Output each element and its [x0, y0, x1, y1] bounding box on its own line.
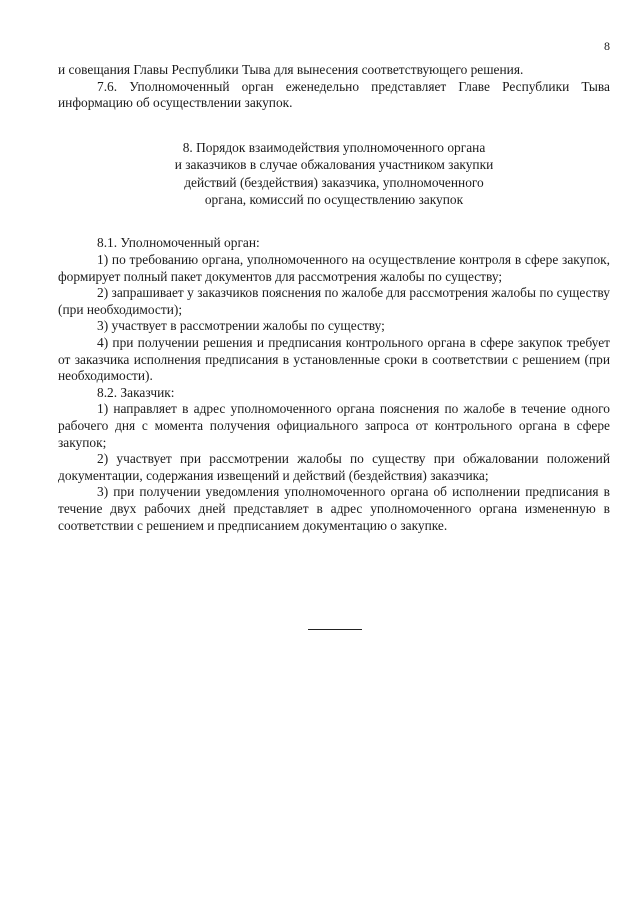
end-of-document-rule	[308, 629, 362, 630]
heading-line: и заказчиков в случае обжалования участником закупки	[174, 157, 494, 173]
clause-8-1-title: 8.1. Уполномоченный орган:	[97, 235, 260, 251]
clause-8-1-item-3: 3) участвует в рассмотрении жалобы по существу;	[97, 318, 385, 334]
clause-8-2-title: 8.2. Заказчик:	[97, 384, 175, 400]
section-8-heading	[58, 139, 610, 209]
heading-line: 8. Порядок взаимодействия уполномоченного органа	[182, 139, 486, 155]
clause-8-1-item-2: 2) запрашивает у заказчиков пояснения по жалобе для рассмотрения жалобы по существу (при необходимости);	[58, 285, 610, 317]
clause-8-2-item-2: 2) участвует при рассмотрении жалобы по существу при обжаловании положений документации, содержания извещений и действий (бездействия) заказчика;	[58, 451, 610, 483]
heading-line: органа, комиссий по осуществлению закупок	[204, 192, 464, 207]
paragraph-7-6: 7.6. Уполномоченный орган еженедельно представляет Главе Республики Тыва информацию об осуществлении закупок.	[58, 78, 610, 111]
document-body	[58, 62, 610, 534]
clause-8-1-item-1: 1) по требованию органа, уполномоченного на осуществление контроля в сфере закупок, формирует полный пакет документов для рассмотрения жалобы по существу;	[58, 252, 610, 284]
heading-line: действий (бездействия) заказчика, уполномоченного	[184, 174, 484, 190]
clause-8-2-item-1: 1) направляет в адрес уполномоченного органа пояснения по жалобе в течение одного рабочего дня с момента получения официального запроса от контрольного органа в сфере закупок;	[58, 401, 610, 450]
page-number: 8	[604, 39, 610, 53]
clause-8-2-item-3: 3) при получении уведомления уполномоченного органа об исполнении предписания в течение двух рабочих дней представляет в адрес уполномоченного органа измененную в соответствии с решением и предписанием документацию о закупке.	[58, 484, 610, 533]
continuation-paragraph: и совещания Главы Республики Тыва для вынесения соответствующего решения.	[58, 62, 524, 77]
clause-8-1-item-4: 4) при получении решения и предписания контрольного органа в сфере закупок требует от заказчика исполнения предписания в установленные сроки в соответствии с решением (при необходимости).	[58, 334, 610, 384]
